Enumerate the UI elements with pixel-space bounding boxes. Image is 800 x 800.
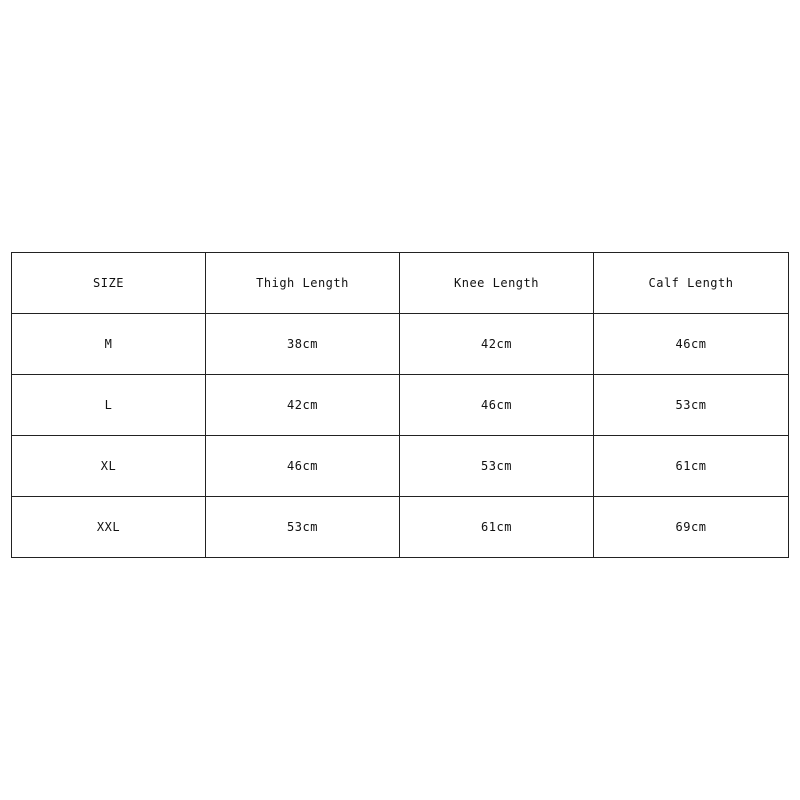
table-row <box>12 314 789 375</box>
knee-length-cell: 61cm <box>400 497 594 558</box>
header-thigh-length: Thigh Length <box>206 253 400 314</box>
calf-length-cell: 46cm <box>594 314 789 375</box>
header-calf-length: Calf Length <box>594 253 789 314</box>
table-row <box>12 436 789 497</box>
knee-length-cell: 42cm <box>400 314 594 375</box>
size-cell: L <box>12 375 206 436</box>
size-cell: M <box>12 314 206 375</box>
table-row <box>12 497 789 558</box>
table-row <box>12 375 789 436</box>
calf-length-cell: 53cm <box>594 375 789 436</box>
size-chart-table <box>11 252 789 558</box>
knee-length-cell: 46cm <box>400 375 594 436</box>
calf-length-cell: 61cm <box>594 436 789 497</box>
thigh-length-cell: 38cm <box>206 314 400 375</box>
header-row <box>12 253 789 314</box>
knee-length-cell: 53cm <box>400 436 594 497</box>
size-cell: XXL <box>12 497 206 558</box>
thigh-length-cell: 46cm <box>206 436 400 497</box>
header-knee-length: Knee Length <box>400 253 594 314</box>
calf-length-cell: 69cm <box>594 497 789 558</box>
size-cell: XL <box>12 436 206 497</box>
header-size: SIZE <box>12 253 206 314</box>
thigh-length-cell: 42cm <box>206 375 400 436</box>
thigh-length-cell: 53cm <box>206 497 400 558</box>
